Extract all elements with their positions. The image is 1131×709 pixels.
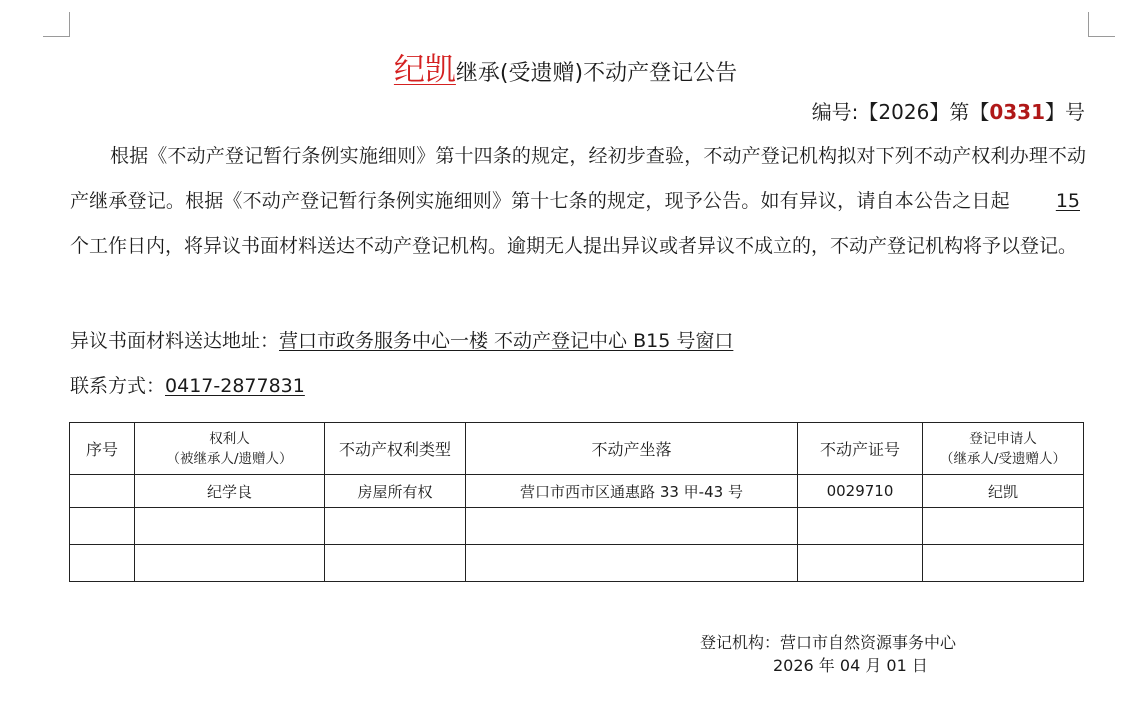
contact-phone: 0417-2877831 [165, 375, 305, 397]
notice-date: 2026 年 04 月 01 日 [773, 656, 928, 675]
contact-label: 联系方式： [70, 375, 166, 397]
empty-cell [135, 508, 325, 545]
cell-holder: 纪学良 [135, 475, 325, 508]
cell-right-type: 房屋所有权 [325, 475, 466, 508]
objection-address [70, 326, 733, 353]
title-name: 纪凯 [393, 52, 456, 88]
cell-applicant: 纪凯 [923, 475, 1084, 508]
empty-cell [466, 508, 798, 545]
empty-cell [923, 545, 1084, 582]
header-applicant-line2: （继承人/受遗赠人） [939, 450, 1067, 467]
contact-info [70, 371, 305, 398]
registration-table [69, 422, 1084, 582]
header-holder-line1: 权利人 [209, 430, 250, 447]
header-seq: 序号 [70, 423, 135, 475]
serial-prefix: 编号:【2026】第【 [811, 100, 990, 124]
empty-cell [923, 508, 1084, 545]
empty-cell [135, 545, 325, 582]
address-label: 异议书面材料送达地址： [70, 330, 280, 352]
page-corner-marker-top-left [43, 12, 70, 37]
header-right-type: 不动产权利类型 [325, 423, 466, 475]
header-holder [135, 423, 325, 475]
header-holder-line2: （被继承人/遗赠人） [166, 450, 293, 467]
empty-cell [70, 508, 135, 545]
header-applicant-line1: 登记申请人 [969, 430, 1037, 447]
body-text-after: 个工作日内，将异议书面材料送达不动产登记机构。逾期无人提出异议或者异议不成立的，不动产登记机构将予以登记。 [70, 235, 1078, 257]
header-location: 不动产坐落 [466, 423, 798, 475]
serial-num: 0331 [989, 100, 1045, 124]
empty-cell [466, 545, 798, 582]
table-row [70, 475, 1084, 508]
serial-suffix: 】号 [1045, 100, 1085, 124]
title-text: 继承(受遗赠)不动产登记公告 [455, 61, 738, 86]
empty-cell [70, 545, 135, 582]
address-value: 营口市政务服务中心一楼 不动产登记中心 B15 号窗口 [279, 330, 734, 352]
cell-cert-no: 0029710 [798, 475, 923, 508]
empty-cell [325, 508, 466, 545]
table-row-empty [70, 508, 1084, 545]
empty-cell [798, 508, 923, 545]
registration-authority: 登记机构：营口市自然资源事务中心 [700, 633, 957, 652]
notice-body [70, 134, 1086, 269]
cell-seq [70, 475, 135, 508]
objection-days: 15 [1055, 190, 1080, 212]
table-row-empty [70, 545, 1084, 582]
table-header-row [70, 423, 1084, 475]
cell-location: 营口市西市区通惠路 33 甲-43 号 [466, 475, 798, 508]
empty-cell [325, 545, 466, 582]
page-corner-marker-top-right [1088, 12, 1115, 37]
serial-number [812, 96, 1085, 125]
body-text-before: 根据《不动产登记暂行条例实施细则》第十四条的规定，经初步查验，不动产登记机构拟对下列不动产权利办理不动产继承登记。根据《不动产登记暂行条例实施细则》第十七条的规定，现予公告。如有异议，请自本公告之日起 [70, 145, 1086, 212]
empty-cell [798, 545, 923, 582]
notice-title [0, 44, 1131, 89]
header-applicant [923, 423, 1084, 475]
header-cert-no: 不动产证号 [798, 423, 923, 475]
